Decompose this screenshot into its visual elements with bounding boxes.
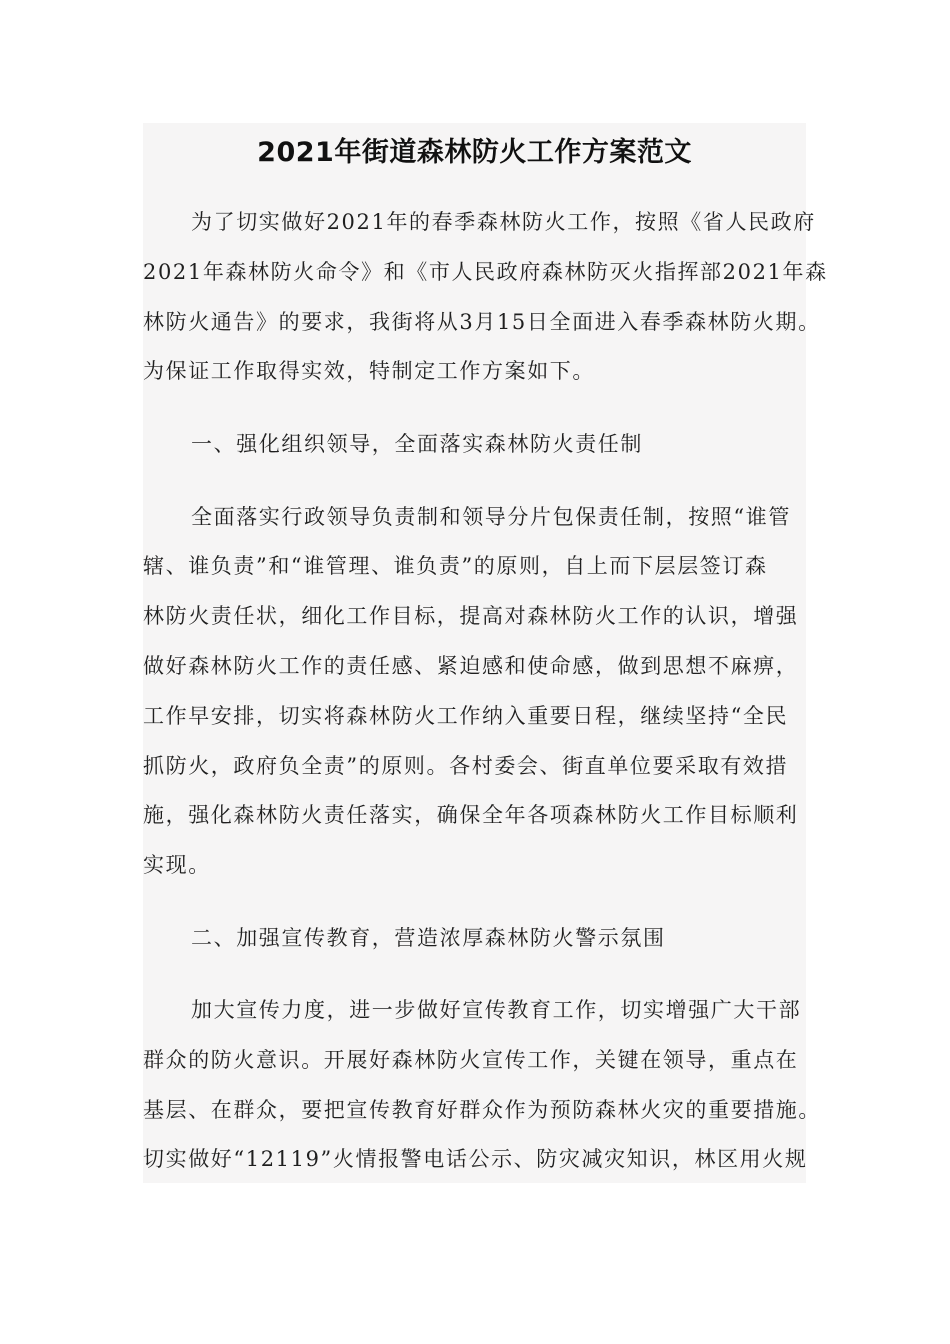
paragraph-1-line-2: 2021年森林防火命令》和《市人民政府森林防灭火指挥部2021年森 [143, 260, 828, 284]
paragraph-2-line-4: 做好森林防火工作的责任感、紧迫感和使命感，做到思想不麻痹， [143, 654, 799, 678]
section-heading-2: 二、加强宣传教育，营造浓厚森林防火警示氛围 [191, 926, 666, 950]
paragraph-1-line-1: 为了切实做好2021年的春季森林防火工作，按照《省人民政府 [191, 210, 816, 234]
paragraph-3-line-2: 群众的防火意识。开展好森林防火宣传工作，关键在领导，重点在 [143, 1048, 799, 1072]
paragraph-2-line-2: 辖、谁负责”和“谁管理、谁负责”的原则，自上而下层层签订森 [143, 554, 768, 578]
paragraph-2-line-1: 全面落实行政领导负责制和领导分片包保责任制，按照“谁管 [191, 505, 791, 529]
section-heading-1: 一、强化组织领导，全面落实森林防火责任制 [191, 432, 643, 456]
paragraph-2-line-7: 施，强化森林防火责任落实，确保全年各项森林防火工作目标顺利 [143, 803, 799, 827]
paragraph-2-line-8: 实现。 [143, 853, 211, 877]
paragraph-3-line-3: 基层、在群众，要把宣传教育好群众作为预防森林火灾的重要措施。 [143, 1098, 821, 1122]
paragraph-3-line-4: 切实做好“12119”火情报警电话公示、防灾减灾知识，林区用火规 [143, 1147, 808, 1171]
paragraph-3-line-1: 加大宣传力度，进一步做好宣传教育工作，切实增强广大干部 [191, 998, 802, 1022]
paragraph-2-line-5: 工作早安排，切实将森林防火工作纳入重要日程，继续坚持“全民 [143, 704, 789, 728]
paragraph-2-line-3: 林防火责任状，细化工作目标，提高对森林防火工作的认识，增强 [143, 604, 799, 628]
document-title: 2021年街道森林防火工作方案范文 [257, 137, 692, 168]
paragraph-1-line-3: 林防火通告》的要求，我街将从3月15日全面进入春季森林防火期。 [143, 310, 821, 334]
paragraph-1-line-4: 为保证工作取得实效，特制定工作方案如下。 [143, 359, 595, 383]
paragraph-2-line-6: 抓防火，政府负全责”的原则。各村委会、街直单位要采取有效措 [143, 754, 789, 778]
